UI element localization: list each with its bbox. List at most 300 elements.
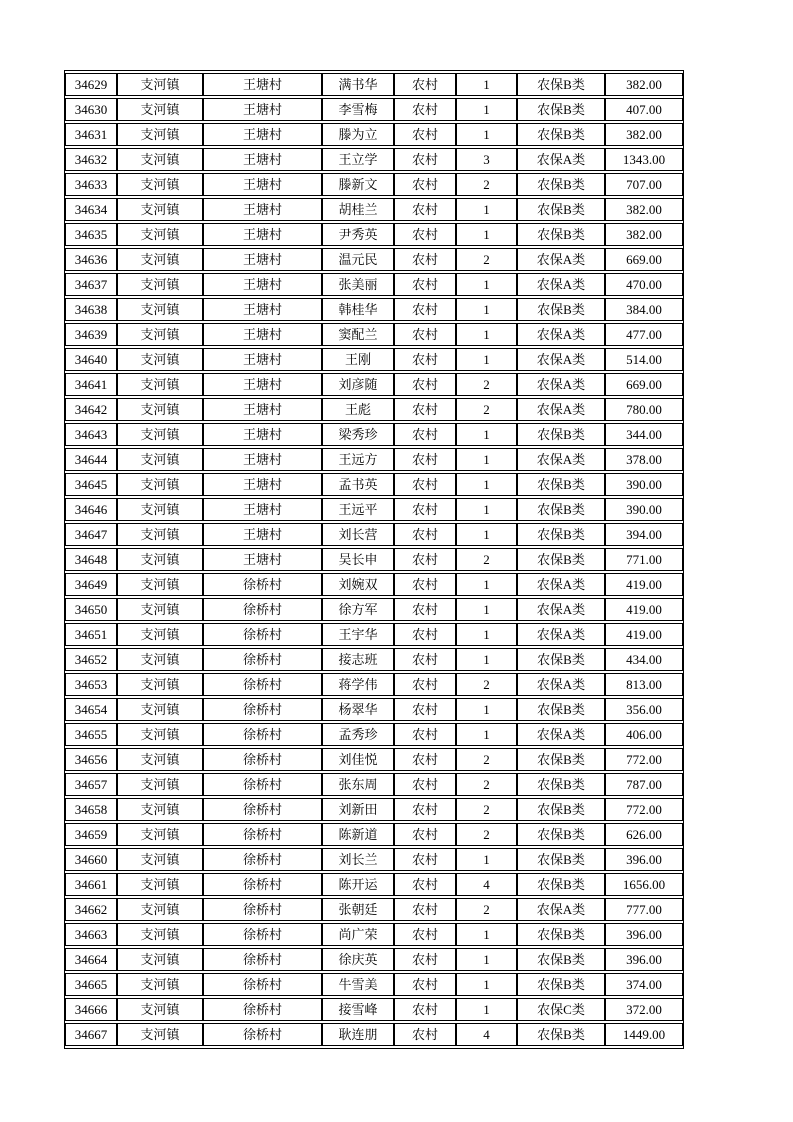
cell-name: 徐庆英 [322, 948, 394, 971]
cell-village: 王塘村 [203, 73, 322, 96]
cell-count: 1 [456, 73, 517, 96]
cell-amount: 382.00 [605, 73, 683, 96]
cell-village: 王塘村 [203, 473, 322, 496]
table-row [65, 173, 683, 196]
cell-town: 支河镇 [117, 698, 203, 721]
cell-id: 34630 [65, 98, 117, 121]
cell-category: 农村 [394, 798, 456, 821]
cell-town: 支河镇 [117, 248, 203, 271]
table-row [65, 773, 683, 796]
cell-insurance: 农保B类 [517, 798, 605, 821]
cell-id: 34639 [65, 323, 117, 346]
cell-count: 1 [456, 923, 517, 946]
cell-town: 支河镇 [117, 1023, 203, 1046]
cell-id: 34664 [65, 948, 117, 971]
cell-count: 2 [456, 398, 517, 421]
cell-town: 支河镇 [117, 648, 203, 671]
cell-category: 农村 [394, 998, 456, 1021]
cell-town: 支河镇 [117, 598, 203, 621]
cell-town: 支河镇 [117, 298, 203, 321]
cell-category: 农村 [394, 123, 456, 146]
cell-amount: 1656.00 [605, 873, 683, 896]
table-row [65, 598, 683, 621]
cell-amount: 1343.00 [605, 148, 683, 171]
table-row [65, 498, 683, 521]
cell-town: 支河镇 [117, 173, 203, 196]
cell-id: 34646 [65, 498, 117, 521]
cell-category: 农村 [394, 373, 456, 396]
cell-id: 34653 [65, 673, 117, 696]
cell-name: 刘长营 [322, 523, 394, 546]
table-row [65, 873, 683, 896]
cell-count: 1 [456, 948, 517, 971]
cell-village: 徐桥村 [203, 923, 322, 946]
cell-category: 农村 [394, 198, 456, 221]
cell-count: 2 [456, 748, 517, 771]
cell-id: 34640 [65, 348, 117, 371]
cell-town: 支河镇 [117, 673, 203, 696]
cell-name: 王远平 [322, 498, 394, 521]
cell-id: 34632 [65, 148, 117, 171]
cell-amount: 396.00 [605, 923, 683, 946]
cell-id: 34658 [65, 798, 117, 821]
cell-village: 徐桥村 [203, 873, 322, 896]
cell-count: 2 [456, 373, 517, 396]
cell-amount: 419.00 [605, 598, 683, 621]
cell-id: 34663 [65, 923, 117, 946]
cell-town: 支河镇 [117, 348, 203, 371]
cell-category: 农村 [394, 823, 456, 846]
cell-category: 农村 [394, 98, 456, 121]
cell-insurance: 农保B类 [517, 848, 605, 871]
table-row [65, 248, 683, 271]
table-row [65, 198, 683, 221]
cell-count: 1 [456, 998, 517, 1021]
cell-name: 接志班 [322, 648, 394, 671]
cell-insurance: 农保A类 [517, 323, 605, 346]
cell-village: 王塘村 [203, 423, 322, 446]
cell-id: 34661 [65, 873, 117, 896]
cell-village: 王塘村 [203, 548, 322, 571]
table-row [65, 423, 683, 446]
cell-insurance: 农保B类 [517, 773, 605, 796]
cell-name: 滕新文 [322, 173, 394, 196]
cell-village: 徐桥村 [203, 1023, 322, 1046]
cell-count: 1 [456, 323, 517, 346]
cell-amount: 514.00 [605, 348, 683, 371]
cell-amount: 777.00 [605, 898, 683, 921]
cell-id: 34636 [65, 248, 117, 271]
cell-category: 农村 [394, 698, 456, 721]
cell-insurance: 农保B类 [517, 298, 605, 321]
cell-name: 王宇华 [322, 623, 394, 646]
cell-category: 农村 [394, 273, 456, 296]
cell-amount: 780.00 [605, 398, 683, 421]
cell-category: 农村 [394, 873, 456, 896]
cell-town: 支河镇 [117, 873, 203, 896]
cell-name: 张朝廷 [322, 898, 394, 921]
cell-amount: 394.00 [605, 523, 683, 546]
cell-name: 满书华 [322, 73, 394, 96]
cell-id: 34644 [65, 448, 117, 471]
table-row [65, 898, 683, 921]
cell-category: 农村 [394, 498, 456, 521]
cell-name: 孟秀珍 [322, 723, 394, 746]
cell-id: 34633 [65, 173, 117, 196]
cell-name: 张美丽 [322, 273, 394, 296]
cell-insurance: 农保B类 [517, 423, 605, 446]
cell-count: 4 [456, 1023, 517, 1046]
cell-village: 徐桥村 [203, 598, 322, 621]
cell-name: 韩桂华 [322, 298, 394, 321]
table-row [65, 573, 683, 596]
cell-insurance: 农保B类 [517, 748, 605, 771]
cell-id: 34659 [65, 823, 117, 846]
cell-id: 34657 [65, 773, 117, 796]
cell-insurance: 农保B类 [517, 473, 605, 496]
cell-village: 王塘村 [203, 148, 322, 171]
table-row [65, 298, 683, 321]
cell-town: 支河镇 [117, 573, 203, 596]
cell-name: 梁秀珍 [322, 423, 394, 446]
cell-id: 34647 [65, 523, 117, 546]
cell-count: 1 [456, 273, 517, 296]
cell-village: 王塘村 [203, 323, 322, 346]
records-table [64, 70, 684, 1049]
table-row [65, 323, 683, 346]
cell-id: 34656 [65, 748, 117, 771]
cell-insurance: 农保C类 [517, 998, 605, 1021]
cell-count: 2 [456, 173, 517, 196]
cell-category: 农村 [394, 1023, 456, 1046]
cell-category: 农村 [394, 623, 456, 646]
cell-amount: 374.00 [605, 973, 683, 996]
table-row [65, 273, 683, 296]
cell-count: 1 [456, 573, 517, 596]
cell-category: 农村 [394, 673, 456, 696]
table-row [65, 523, 683, 546]
cell-town: 支河镇 [117, 498, 203, 521]
cell-id: 34641 [65, 373, 117, 396]
cell-village: 徐桥村 [203, 998, 322, 1021]
cell-name: 刘彦随 [322, 373, 394, 396]
cell-amount: 813.00 [605, 673, 683, 696]
records-table-body [65, 73, 683, 1046]
cell-category: 农村 [394, 598, 456, 621]
cell-category: 农村 [394, 898, 456, 921]
cell-count: 2 [456, 548, 517, 571]
cell-town: 支河镇 [117, 773, 203, 796]
cell-category: 农村 [394, 748, 456, 771]
table-row [65, 448, 683, 471]
cell-category: 农村 [394, 73, 456, 96]
cell-amount: 669.00 [605, 248, 683, 271]
cell-town: 支河镇 [117, 398, 203, 421]
table-row [65, 748, 683, 771]
cell-name: 尹秀英 [322, 223, 394, 246]
cell-name: 刘新田 [322, 798, 394, 821]
cell-name: 杨翠华 [322, 698, 394, 721]
cell-category: 农村 [394, 473, 456, 496]
cell-category: 农村 [394, 923, 456, 946]
table-row [65, 373, 683, 396]
cell-count: 1 [456, 598, 517, 621]
cell-village: 王塘村 [203, 98, 322, 121]
cell-insurance: 农保B类 [517, 823, 605, 846]
cell-count: 1 [456, 223, 517, 246]
cell-village: 徐桥村 [203, 573, 322, 596]
cell-id: 34643 [65, 423, 117, 446]
cell-category: 农村 [394, 848, 456, 871]
table-row [65, 973, 683, 996]
cell-name: 滕为立 [322, 123, 394, 146]
cell-id: 34637 [65, 273, 117, 296]
cell-category: 农村 [394, 723, 456, 746]
table-row [65, 948, 683, 971]
cell-amount: 382.00 [605, 198, 683, 221]
cell-insurance: 农保A类 [517, 248, 605, 271]
cell-town: 支河镇 [117, 623, 203, 646]
cell-amount: 407.00 [605, 98, 683, 121]
cell-count: 1 [456, 973, 517, 996]
cell-name: 刘长兰 [322, 848, 394, 871]
cell-name: 吴长申 [322, 548, 394, 571]
cell-id: 34666 [65, 998, 117, 1021]
cell-insurance: 农保B类 [517, 648, 605, 671]
cell-amount: 396.00 [605, 848, 683, 871]
cell-category: 农村 [394, 548, 456, 571]
cell-insurance: 农保B类 [517, 698, 605, 721]
cell-village: 徐桥村 [203, 848, 322, 871]
cell-amount: 626.00 [605, 823, 683, 846]
cell-village: 王塘村 [203, 223, 322, 246]
table-row [65, 823, 683, 846]
cell-category: 农村 [394, 223, 456, 246]
cell-town: 支河镇 [117, 148, 203, 171]
cell-village: 徐桥村 [203, 623, 322, 646]
cell-id: 34667 [65, 1023, 117, 1046]
cell-count: 3 [456, 148, 517, 171]
cell-town: 支河镇 [117, 323, 203, 346]
cell-town: 支河镇 [117, 423, 203, 446]
cell-insurance: 农保B类 [517, 223, 605, 246]
cell-village: 王塘村 [203, 123, 322, 146]
cell-insurance: 农保A类 [517, 148, 605, 171]
cell-insurance: 农保B类 [517, 173, 605, 196]
cell-name: 窦配兰 [322, 323, 394, 346]
cell-name: 李雪梅 [322, 98, 394, 121]
cell-town: 支河镇 [117, 273, 203, 296]
cell-insurance: 农保B类 [517, 523, 605, 546]
cell-insurance: 农保B类 [517, 873, 605, 896]
cell-category: 农村 [394, 148, 456, 171]
cell-village: 徐桥村 [203, 698, 322, 721]
cell-town: 支河镇 [117, 973, 203, 996]
cell-insurance: 农保B类 [517, 1023, 605, 1046]
cell-id: 34645 [65, 473, 117, 496]
cell-count: 1 [456, 448, 517, 471]
cell-town: 支河镇 [117, 548, 203, 571]
cell-category: 农村 [394, 648, 456, 671]
cell-insurance: 农保A类 [517, 898, 605, 921]
cell-name: 徐方军 [322, 598, 394, 621]
table-row [65, 73, 683, 96]
cell-amount: 406.00 [605, 723, 683, 746]
cell-village: 王塘村 [203, 273, 322, 296]
cell-town: 支河镇 [117, 748, 203, 771]
cell-amount: 372.00 [605, 998, 683, 1021]
cell-town: 支河镇 [117, 98, 203, 121]
cell-id: 34650 [65, 598, 117, 621]
cell-town: 支河镇 [117, 73, 203, 96]
cell-amount: 382.00 [605, 123, 683, 146]
cell-count: 1 [456, 348, 517, 371]
cell-village: 王塘村 [203, 448, 322, 471]
cell-name: 王彪 [322, 398, 394, 421]
cell-id: 34649 [65, 573, 117, 596]
cell-town: 支河镇 [117, 923, 203, 946]
cell-amount: 771.00 [605, 548, 683, 571]
cell-amount: 707.00 [605, 173, 683, 196]
cell-category: 农村 [394, 948, 456, 971]
cell-insurance: 农保B类 [517, 973, 605, 996]
table-row [65, 223, 683, 246]
cell-id: 34654 [65, 698, 117, 721]
table-row [65, 548, 683, 571]
cell-name: 尚广荣 [322, 923, 394, 946]
cell-town: 支河镇 [117, 373, 203, 396]
cell-village: 王塘村 [203, 248, 322, 271]
table-row [65, 123, 683, 146]
cell-count: 1 [456, 848, 517, 871]
cell-insurance: 农保B类 [517, 923, 605, 946]
cell-count: 1 [456, 498, 517, 521]
cell-name: 孟书英 [322, 473, 394, 496]
cell-category: 农村 [394, 248, 456, 271]
cell-id: 34635 [65, 223, 117, 246]
cell-id: 34648 [65, 548, 117, 571]
cell-town: 支河镇 [117, 473, 203, 496]
table-row [65, 1023, 683, 1046]
cell-id: 34652 [65, 648, 117, 671]
cell-name: 耿连朋 [322, 1023, 394, 1046]
cell-village: 王塘村 [203, 198, 322, 221]
cell-insurance: 农保B类 [517, 98, 605, 121]
cell-count: 2 [456, 673, 517, 696]
table-row [65, 673, 683, 696]
cell-category: 农村 [394, 323, 456, 346]
cell-insurance: 农保A类 [517, 373, 605, 396]
table-row [65, 623, 683, 646]
cell-category: 农村 [394, 973, 456, 996]
cell-category: 农村 [394, 423, 456, 446]
cell-town: 支河镇 [117, 223, 203, 246]
cell-insurance: 农保B类 [517, 73, 605, 96]
cell-name: 温元民 [322, 248, 394, 271]
cell-id: 34634 [65, 198, 117, 221]
cell-amount: 419.00 [605, 623, 683, 646]
cell-count: 4 [456, 873, 517, 896]
cell-town: 支河镇 [117, 823, 203, 846]
cell-town: 支河镇 [117, 798, 203, 821]
table-row [65, 348, 683, 371]
cell-name: 胡桂兰 [322, 198, 394, 221]
cell-name: 王远方 [322, 448, 394, 471]
cell-village: 徐桥村 [203, 648, 322, 671]
cell-village: 徐桥村 [203, 748, 322, 771]
cell-amount: 772.00 [605, 748, 683, 771]
cell-amount: 378.00 [605, 448, 683, 471]
cell-name: 陈新道 [322, 823, 394, 846]
cell-town: 支河镇 [117, 123, 203, 146]
cell-count: 2 [456, 248, 517, 271]
cell-amount: 772.00 [605, 798, 683, 821]
cell-amount: 1449.00 [605, 1023, 683, 1046]
cell-insurance: 农保A类 [517, 723, 605, 746]
cell-id: 34631 [65, 123, 117, 146]
cell-count: 1 [456, 698, 517, 721]
cell-village: 徐桥村 [203, 773, 322, 796]
cell-village: 王塘村 [203, 523, 322, 546]
cell-village: 王塘村 [203, 173, 322, 196]
table-row [65, 148, 683, 171]
cell-category: 农村 [394, 523, 456, 546]
cell-amount: 470.00 [605, 273, 683, 296]
table-row [65, 698, 683, 721]
cell-count: 1 [456, 523, 517, 546]
cell-id: 34651 [65, 623, 117, 646]
cell-town: 支河镇 [117, 723, 203, 746]
cell-town: 支河镇 [117, 948, 203, 971]
cell-town: 支河镇 [117, 198, 203, 221]
cell-village: 徐桥村 [203, 673, 322, 696]
cell-insurance: 农保A类 [517, 448, 605, 471]
cell-category: 农村 [394, 173, 456, 196]
table-row [65, 798, 683, 821]
cell-id: 34629 [65, 73, 117, 96]
cell-insurance: 农保B类 [517, 198, 605, 221]
cell-amount: 669.00 [605, 373, 683, 396]
cell-amount: 356.00 [605, 698, 683, 721]
cell-village: 王塘村 [203, 348, 322, 371]
cell-name: 接雪峰 [322, 998, 394, 1021]
cell-amount: 434.00 [605, 648, 683, 671]
cell-insurance: 农保A类 [517, 398, 605, 421]
cell-town: 支河镇 [117, 448, 203, 471]
table-row [65, 723, 683, 746]
table-row [65, 648, 683, 671]
cell-category: 农村 [394, 773, 456, 796]
cell-village: 徐桥村 [203, 973, 322, 996]
cell-category: 农村 [394, 348, 456, 371]
table-row [65, 923, 683, 946]
cell-category: 农村 [394, 448, 456, 471]
cell-count: 2 [456, 823, 517, 846]
cell-count: 1 [456, 98, 517, 121]
cell-id: 34642 [65, 398, 117, 421]
cell-insurance: 农保A类 [517, 348, 605, 371]
cell-count: 1 [456, 623, 517, 646]
cell-amount: 787.00 [605, 773, 683, 796]
cell-village: 王塘村 [203, 298, 322, 321]
table-row [65, 98, 683, 121]
cell-town: 支河镇 [117, 998, 203, 1021]
cell-insurance: 农保B类 [517, 123, 605, 146]
cell-name: 王刚 [322, 348, 394, 371]
cell-amount: 390.00 [605, 473, 683, 496]
cell-insurance: 农保A类 [517, 623, 605, 646]
cell-insurance: 农保B类 [517, 948, 605, 971]
